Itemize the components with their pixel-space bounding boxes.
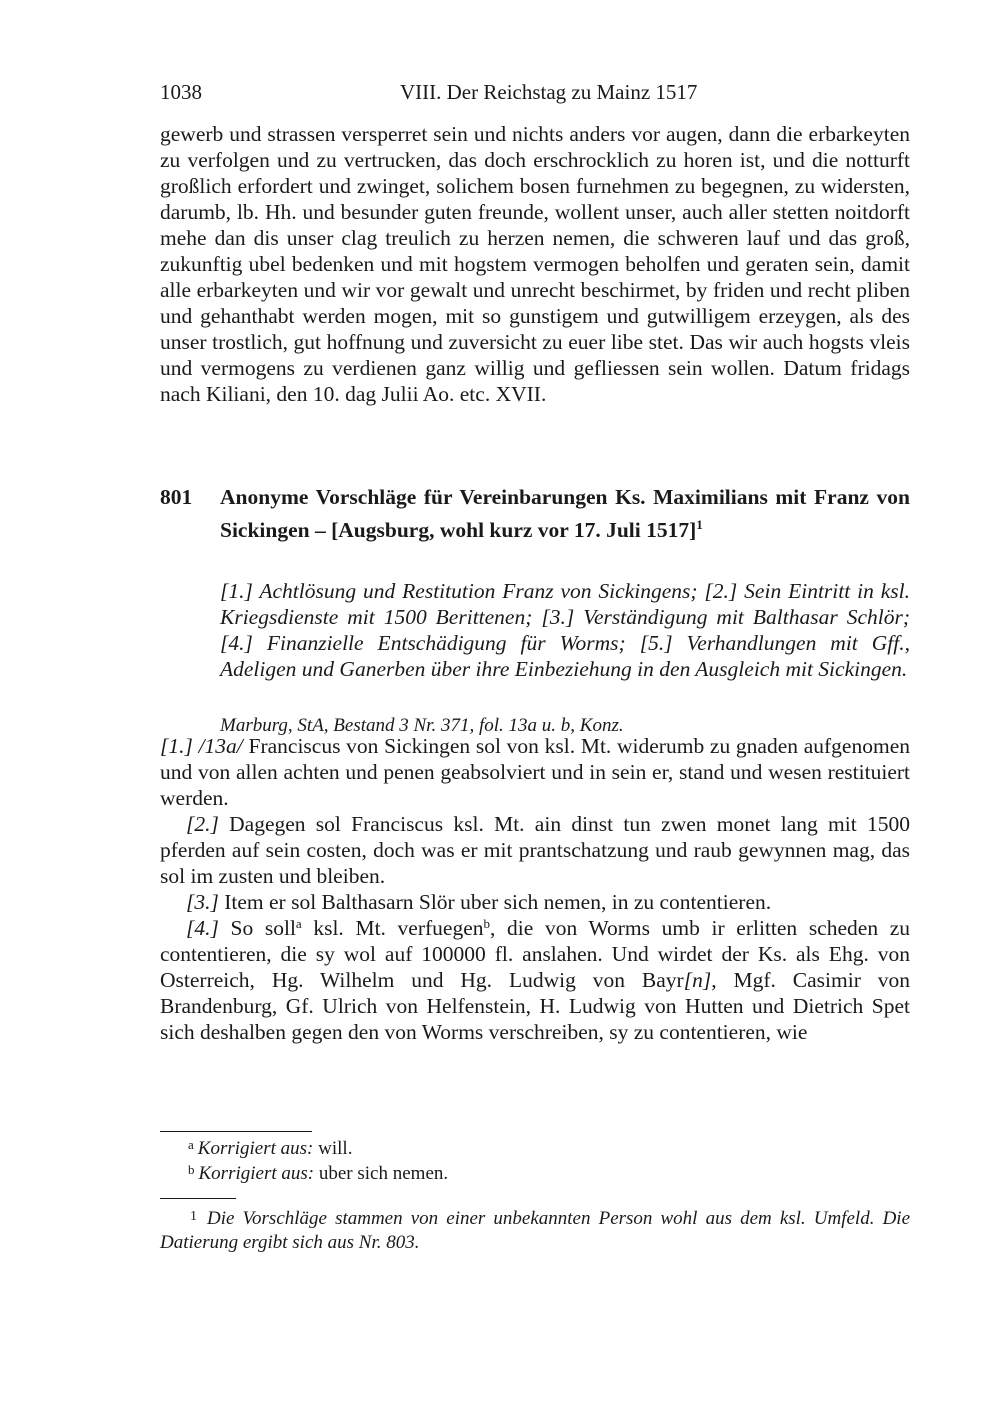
section-tag: [3.]: [186, 890, 219, 914]
running-head-title: VIII. Der Reichstag zu Mainz 1517: [400, 80, 698, 104]
preceding-text: gewerb und strassen versperret sein und nichts anders vor augen, dann die erbarkeyten zu verfolgen und zu vertrucken, das doch erschrocklich zu horen ist, und die notturft großlich erfordert und zwinget, solichem bosen furnehmen zu begegnen, zu widersten, darumb, lb. Hh. und besunder guten freunde, wollent unser, auch aller stetten noitdorft mehe dan dis unser clag treulich zu herzen nemen, die schweren lauf und das groß, zukunftig ubel bedenken und mit hogstem vermogen beholfen und geraten sein, damit alle erbarkeyten und wir vor gewalt und unrecht beschirmet, by friden und recht pliben und gehanthabt werden mogen, mit so gunstigem und gutwilligem erzeygen, als des unser trostlich, gut hoffnung und zuversicht zu euer libe stet. Das wir auch hogsts vleis und vermogens zu verdienen ganz willig und gefliessen sein wollen. Datum fridags nach Kiliani, den 10. dag Julii Ao. etc. XVII.: [160, 122, 910, 406]
paragraph-text: ksl. Mt. verfuegen: [301, 916, 484, 940]
footnote-text: will.: [313, 1138, 353, 1159]
source-citation: Marburg, StA, Bestand 3 Nr. 371, fol. 13a u. b, Konz.: [220, 715, 624, 736]
footnote-ref-a: a: [295, 916, 302, 931]
paragraph-text: , Mgf. Casimir von Brandenburg, Gf. Ulrich von Helfenstein, H. Ludwig von Hutten und Dietrich Spet sich deshalben gegen den von Worms verschreiben, sy zu contentieren, wie: [160, 968, 911, 1044]
section-tag: [2.]: [186, 812, 219, 836]
paragraph-text: Franciscus von Sickingen sol von ksl. Mt. widerumb zu gnaden aufgenomen und von allen achten und penen geabsolviert und in sein er, stand und wesen restituiert werden.: [160, 734, 910, 810]
footnote-text: Die Vorschläge stammen von einer unbekannten Person wohl aus dem ksl. Umfeld. Die Datierung ergibt sich aus Nr. 803.: [160, 1208, 910, 1253]
regest: [1.] Achtlösung und Restitution Franz von Sickingens; [2.] Sein Eintritt in ksl. Kriegsdienste mit 1500 Berittenen; [3.] Verständigung mit Balthasar Schlör; [4.] Finanzielle Entschädigung für Worms; [5.] Verhandlungen mit Gff., Adeligen und Ganerben über ihre Einbeziehung in den Ausgleich mit Sickingen.: [220, 578, 910, 681]
emendation: [n]: [683, 968, 712, 992]
paragraph-text: , die von Worms umb ir erlitten scheden zu contentieren, die sy wol auf 100000 fl. anslahen. Und wirdet der Ks. als Ehg. von Osterreich, Hg. Wilhelm und Hg. Ludwig von Bayr: [160, 916, 910, 992]
paragraph-2: [160, 811, 910, 889]
paragraph-1: [160, 733, 910, 811]
footnote-label: Korrigiert aus:: [197, 1138, 314, 1159]
footnote-label: Korrigiert aus:: [198, 1163, 315, 1184]
footnote-divider: [160, 1198, 236, 1199]
footnote-text: uber sich nemen.: [314, 1163, 449, 1184]
paragraph-3: [160, 889, 910, 915]
title-footnote-ref: 1: [696, 517, 703, 532]
footnote-1: [160, 1205, 910, 1255]
paragraph-text: Item er sol Balthasarn Slör uber sich nemen, in zu contentieren.: [218, 890, 772, 914]
footnote-marker: a: [188, 1137, 194, 1152]
page-number: 1038: [160, 80, 202, 104]
document-title-wrap: [220, 484, 910, 544]
document-heading: [160, 484, 910, 544]
footnote-a: [188, 1133, 938, 1161]
running-head: [160, 80, 910, 108]
section-tag: [1.] /13a/: [160, 734, 243, 758]
document-body: [160, 733, 910, 1045]
document-title: Anonyme Vorschläge für Vereinbarungen Ks. Maximilians mit Franz von Sickingen – [Augsburg, wohl kurz vor 17. Juli 1517]: [220, 485, 910, 543]
paragraph-text: So soll: [218, 916, 296, 940]
paragraph-text: Dagegen sol Franciscus ksl. Mt. ain dinst tun zwen monet lang mit 1500 pferden auf sein costen, doch was er mit prantschatzung und raub gewynnen mag, das sol im zusten und bleiben.: [160, 812, 910, 888]
document-number: 801: [160, 485, 193, 509]
footnote-divider: [160, 1131, 312, 1132]
footnote-marker: 1: [190, 1209, 197, 1224]
paragraph-4: [160, 915, 910, 1045]
footnote-b: [188, 1158, 938, 1186]
section-tag: [4.]: [186, 916, 219, 940]
footnote-ref-b: b: [483, 916, 491, 931]
footnote-marker: b: [188, 1162, 195, 1177]
